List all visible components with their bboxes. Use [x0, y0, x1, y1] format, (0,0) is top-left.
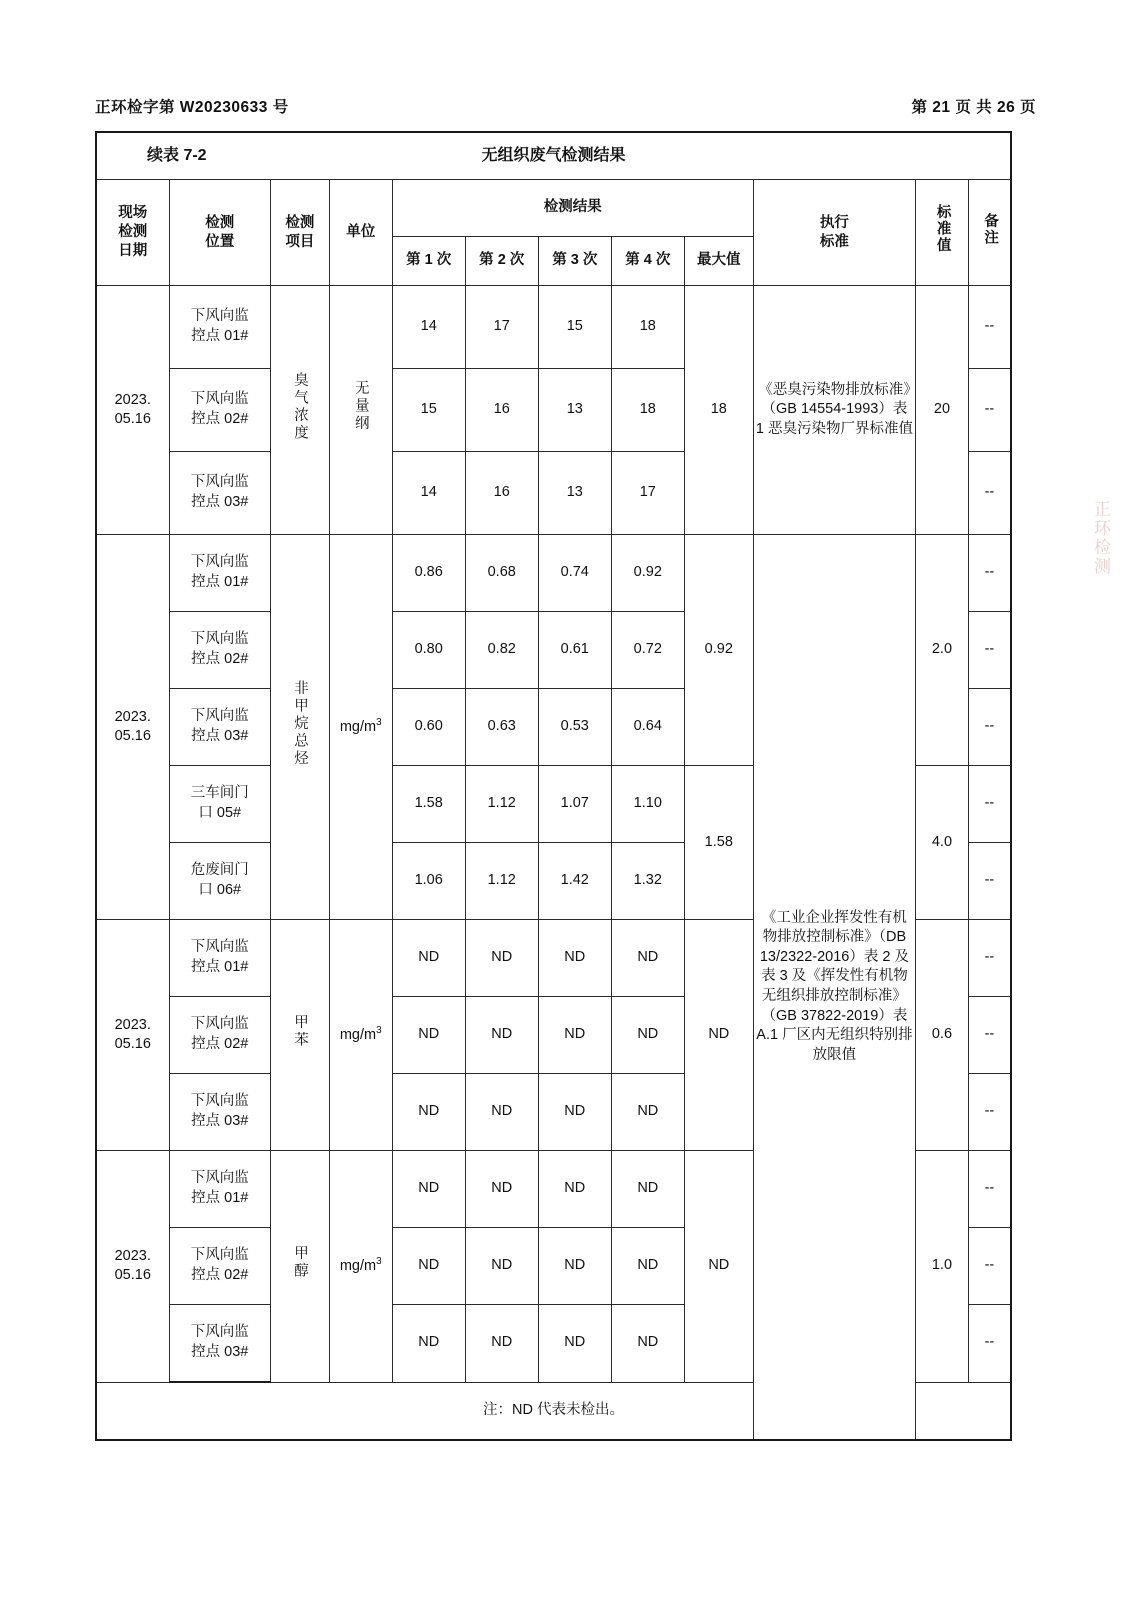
cell-date-g1-l2: 05.16 [114, 411, 151, 427]
cell-location [169, 535, 270, 612]
cell-value-r3: 15 [538, 286, 611, 369]
table-title-cell [96, 132, 1011, 180]
cell-item-group-3 [270, 920, 329, 1151]
cell-unit-group-1 [329, 286, 392, 535]
cell-item-text: 臭气浓度 [291, 371, 308, 442]
table-row [96, 286, 1011, 369]
cell-location [169, 766, 270, 843]
cell-value-r1: 1.06 [392, 843, 465, 920]
cell-value-r2: ND [465, 1228, 538, 1305]
cell-value-r2: 17 [465, 286, 538, 369]
cell-max-group-1: 18 [684, 286, 753, 535]
cell-value-r4: 17 [611, 452, 684, 535]
cell-location-l1: 下风向监 [190, 554, 249, 571]
cell-unit-text: 无量纲 [352, 380, 369, 433]
cell-value-r1: ND [392, 1074, 465, 1151]
cell-remark: -- [968, 535, 1011, 612]
col-header-date [96, 180, 169, 286]
cell-remark: -- [968, 1151, 1011, 1228]
emission-results-table [95, 131, 1012, 1441]
cell-location [169, 286, 270, 369]
cell-value-r2: 0.63 [465, 689, 538, 766]
cell-value-r1: 14 [392, 286, 465, 369]
cell-value-r3: 0.61 [538, 612, 611, 689]
cell-location-l2: 控点 01# [191, 328, 249, 344]
cell-value-r1: 0.60 [392, 689, 465, 766]
cell-value-r4: 1.10 [611, 766, 684, 843]
cell-date-g3-l2: 05.16 [114, 1036, 151, 1052]
cell-value-r2: 0.82 [465, 612, 538, 689]
cell-value-r3: 1.07 [538, 766, 611, 843]
cell-location-l2: 控点 03# [191, 494, 249, 510]
cell-max-group-3: ND [684, 920, 753, 1151]
cell-location [169, 452, 270, 535]
cell-value-r4: 1.32 [611, 843, 684, 920]
cell-value-r4: 0.64 [611, 689, 684, 766]
cell-value-r2: ND [465, 1305, 538, 1383]
cell-location-l1: 下风向监 [190, 308, 249, 325]
cell-std-value-group-4: 1.0 [916, 1151, 969, 1383]
cell-location-l1: 下风向监 [190, 1170, 249, 1187]
cell-value-r3: 0.74 [538, 535, 611, 612]
cell-location [169, 1228, 270, 1305]
cell-remark: -- [968, 843, 1011, 920]
col-header-r2: 第 2 次 [465, 237, 538, 286]
cell-value-r3: 0.53 [538, 689, 611, 766]
cell-remark: -- [968, 1228, 1011, 1305]
cell-value-r3: ND [538, 1074, 611, 1151]
cell-location-l2: 控点 02# [191, 1267, 249, 1283]
cell-value-r1: ND [392, 1305, 465, 1383]
cell-max-group-2a: 0.92 [684, 535, 753, 766]
cell-location [169, 997, 270, 1074]
continued-label: 续表 7-2 [147, 147, 207, 165]
cell-std-value-group-3: 0.6 [916, 920, 969, 1151]
col-header-date-l2: 检测 [118, 224, 148, 241]
col-header-location-l2: 位置 [205, 233, 235, 250]
cell-value-r2: 1.12 [465, 843, 538, 920]
cell-value-r1: 15 [392, 369, 465, 452]
cell-location-l2: 控点 02# [191, 411, 249, 427]
cell-value-r2: 0.68 [465, 535, 538, 612]
cell-location-l1: 下风向监 [190, 939, 249, 956]
table-title: 无组织废气检测结果 [481, 147, 626, 165]
table-title-row [96, 132, 1011, 180]
table-footnote-row [96, 1382, 1011, 1440]
cell-location-l1: 危废间门 [190, 862, 249, 879]
cell-remark: -- [968, 369, 1011, 452]
cell-location [169, 369, 270, 452]
cell-date-group-2 [96, 535, 169, 920]
cell-date-g4-l1: 2023. [114, 1248, 151, 1265]
table-header-row-1 [96, 180, 1011, 237]
cell-date-group-4 [96, 1151, 169, 1383]
cell-location-l1: 下风向监 [190, 708, 249, 725]
cell-item-text: 甲醇 [291, 1245, 308, 1281]
cell-value-r4: ND [611, 1151, 684, 1228]
cell-date-g2-l2: 05.16 [114, 728, 151, 744]
cell-remark: -- [968, 286, 1011, 369]
cell-value-r2: ND [465, 997, 538, 1074]
col-header-standard [753, 180, 915, 286]
cell-location [169, 1074, 270, 1151]
cell-item-group-4 [270, 1151, 329, 1383]
cell-date-group-1 [96, 286, 169, 535]
col-header-std-value [916, 180, 969, 286]
col-header-r4: 第 4 次 [611, 237, 684, 286]
cell-value-r4: ND [611, 920, 684, 997]
cell-value-r1: 1.58 [392, 766, 465, 843]
cell-value-r4: 0.72 [611, 612, 684, 689]
cell-remark: -- [968, 1074, 1011, 1151]
col-header-unit: 单位 [329, 180, 392, 286]
cell-value-r2: 1.12 [465, 766, 538, 843]
cell-value-r2: ND [465, 920, 538, 997]
cell-max-group-4: ND [684, 1151, 753, 1383]
report-number: 正环检字第 W20230633 号 [95, 99, 289, 116]
cell-max-group-2b: 1.58 [684, 766, 753, 920]
col-header-date-l1: 现场 [118, 205, 148, 222]
cell-location-l2: 控点 01# [191, 574, 249, 590]
cell-location-l2: 控点 03# [191, 728, 249, 744]
page-number: 第 21 页 共 26 页 [911, 99, 1036, 116]
table-footnote: 注：ND 代表未检出。 [96, 1382, 1011, 1440]
cell-value-r4: 0.92 [611, 535, 684, 612]
cell-date-g2-l1: 2023. [114, 709, 151, 726]
cell-unit-text: $mg/m^3$ [339, 1256, 382, 1275]
cell-location-l1: 下风向监 [190, 1016, 249, 1033]
cell-value-r4: ND [611, 1305, 684, 1383]
cell-value-r4: ND [611, 997, 684, 1074]
cell-value-r2: ND [465, 1151, 538, 1228]
cell-location-l2: 控点 02# [191, 1036, 249, 1052]
col-header-remark [968, 180, 1011, 286]
cell-remark: -- [968, 920, 1011, 997]
cell-std-value-group-1: 20 [916, 286, 969, 535]
cell-value-r3: 13 [538, 369, 611, 452]
col-header-rmax: 最大值 [684, 237, 753, 286]
cell-location [169, 920, 270, 997]
cell-location-l2: 控点 03# [191, 1113, 249, 1129]
cell-location [169, 843, 270, 920]
cell-location [169, 689, 270, 766]
cell-location-l2: 控点 01# [191, 959, 249, 975]
cell-value-r3: ND [538, 920, 611, 997]
page-header [95, 95, 1036, 117]
cell-location [169, 1305, 270, 1383]
cell-location-l1: 下风向监 [190, 474, 249, 491]
cell-std-value-group-2a: 2.0 [916, 535, 969, 766]
cell-value-r1: ND [392, 920, 465, 997]
cell-remark: -- [968, 612, 1011, 689]
cell-location-l1: 下风向监 [190, 1093, 249, 1110]
cell-unit-text: $mg/m^3$ [339, 717, 382, 736]
cell-std-value-group-2b: 4.0 [916, 766, 969, 920]
cell-value-r4: 18 [611, 369, 684, 452]
cell-date-group-3 [96, 920, 169, 1151]
cell-unit-group-4 [329, 1151, 392, 1383]
cell-value-r1: 0.80 [392, 612, 465, 689]
cell-value-r3: ND [538, 1305, 611, 1383]
cell-standard-group-1: 《恶臭污染物排放标准》（GB 14554-1993）表 1 恶臭污染物厂界标准值 [753, 286, 915, 535]
col-header-item-l1: 检测 [285, 214, 315, 231]
cell-item-text: 甲苯 [291, 1014, 308, 1050]
col-header-item [270, 180, 329, 286]
cell-location-l1: 三车间门 [190, 785, 249, 802]
cell-location-l1: 下风向监 [190, 631, 249, 648]
cell-value-r3: ND [538, 1151, 611, 1228]
cell-item-group-1 [270, 286, 329, 535]
col-header-location [169, 180, 270, 286]
cell-location-l1: 下风向监 [190, 391, 249, 408]
cell-value-r2: 16 [465, 452, 538, 535]
cell-remark: -- [968, 689, 1011, 766]
col-header-remark-text: 备注 [982, 212, 999, 246]
cell-standard-voc: 《工业企业挥发性有机物排放控制标准》（DB 13/2322-2016）表 2 及表 3 及《挥发性有机物无组织排放控制标准》（GB 37822-2019）表 A.1 厂区内无组织特别排放限值 [753, 535, 915, 1441]
cell-value-r3: ND [538, 1228, 611, 1305]
table-row [96, 535, 1011, 612]
col-header-std-value-text: 标准值 [934, 204, 951, 254]
col-header-r3: 第 3 次 [538, 237, 611, 286]
cell-location [169, 612, 270, 689]
cell-location-l2: 控点 01# [191, 1190, 249, 1206]
col-header-results-group: 检测结果 [392, 180, 753, 237]
col-header-date-l3: 日期 [118, 242, 148, 259]
cell-value-r2: ND [465, 1074, 538, 1151]
cell-value-r2: 16 [465, 369, 538, 452]
col-header-standard-l1: 执行 [819, 214, 849, 231]
cell-value-r1: 0.86 [392, 535, 465, 612]
cell-unit-text: $mg/m^3$ [339, 1025, 382, 1044]
col-header-location-l1: 检测 [205, 214, 235, 231]
cell-remark: -- [968, 452, 1011, 535]
cell-value-r3: 13 [538, 452, 611, 535]
cell-date-g4-l2: 05.16 [114, 1267, 151, 1284]
col-header-r1: 第 1 次 [392, 237, 465, 286]
cell-remark: -- [968, 1305, 1011, 1383]
cell-item-text: 非甲烷总烃 [291, 679, 308, 768]
cell-location-l1: 下风向监 [190, 1324, 249, 1341]
cell-unit-group-3 [329, 920, 392, 1151]
cell-unit-group-2 [329, 535, 392, 920]
cell-date-g1-l1: 2023. [114, 392, 151, 409]
cell-item-group-2 [270, 535, 329, 920]
cell-value-r3: 1.42 [538, 843, 611, 920]
stamp-mark: 正环检测 [1091, 500, 1110, 576]
cell-remark: -- [968, 997, 1011, 1074]
cell-location-l2: 控点 03# [191, 1344, 249, 1360]
col-header-standard-l2: 标准 [819, 233, 849, 250]
cell-value-r4: 18 [611, 286, 684, 369]
cell-value-r1: ND [392, 1151, 465, 1228]
cell-value-r1: ND [392, 997, 465, 1074]
cell-value-r4: ND [611, 1074, 684, 1151]
cell-value-r1: 14 [392, 452, 465, 535]
cell-remark: -- [968, 766, 1011, 843]
cell-location-l2: 口 05# [198, 805, 242, 821]
cell-location-l2: 控点 02# [191, 651, 249, 667]
col-header-item-l2: 项目 [285, 233, 315, 250]
cell-value-r1: ND [392, 1228, 465, 1305]
cell-location-l1: 下风向监 [190, 1247, 249, 1264]
cell-value-r3: ND [538, 997, 611, 1074]
cell-location-l2: 口 06# [198, 882, 242, 898]
cell-date-g3-l1: 2023. [114, 1017, 151, 1034]
cell-location [169, 1151, 270, 1228]
cell-value-r4: ND [611, 1228, 684, 1305]
